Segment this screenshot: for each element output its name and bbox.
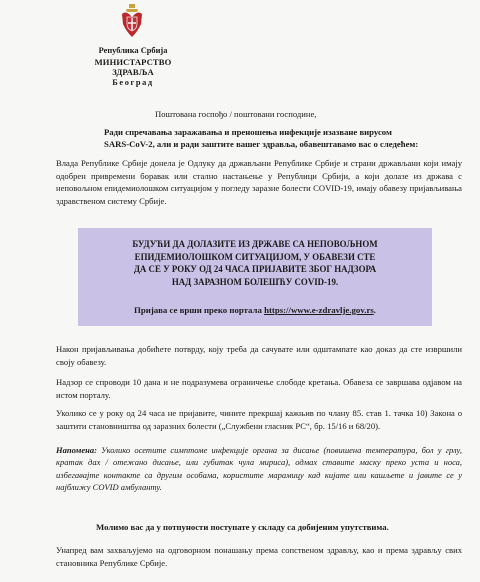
portal-end: . [373,305,376,315]
paragraph-supervision: Надзор се спроводи 10 дана и не подразумева ограничење слободе кретања. Обавеза се завршава одјавом на истом порталу. [56,377,462,400]
notice-line-1: БУДУЋИ ДА ДОЛАЗИТЕ ИЗ ДРЖАВЕ СА НЕПОВОЉНОМ [132,239,378,249]
ministry-name: МИНИСТАРСТВО ЗДРАВЉА [94,56,172,78]
paragraph-decree: Влада Републике Србије донела је Одлуку да држављани Републике Србије и страни држављани који имају одобрен привремени боравак или стално настањење у Републици Србији, а који долазе из држава с неповољном епидемиолошком ситуацијом у погледу заразне болести COVID-19, имају обавезу пријављивања здравственом систему Србије. [56,158,462,206]
serbian-coat-of-arms-icon [121,4,143,38]
closing-text: Унапред вам захваљујемо на одговорном понашању према сопственом здрављу, као и према здрављу свих становника Републике Србије. [56,545,462,568]
intro-line-1: Ради спречавања заражавања и преношења инфекције изазване вирусом [104,127,392,137]
portal-text: Пријава се врши преко портала [134,305,265,315]
greeting: Поштована госпођо / поштовани господине, [155,109,317,119]
notice-line-4: НАД ЗАРАЗНОМ БОЛЕШЋУ COVID-19. [171,276,339,287]
city-name: Београд [112,77,154,87]
notice-box [78,228,432,326]
portal-instruction [78,305,432,315]
notice-line-3: ДА СЕ У РОКУ ОД 24 ЧАСА ПРИЈАВИТЕ ЗБОГ НАДЗОРА [133,264,377,275]
republic-name: Република Србија [98,46,168,55]
intro-heading [104,126,454,150]
paragraph-confirmation: Након пријављивања добићете потврду, коју треба да сачувате или одштампате као доказ да сте извршили своју обавезу. [56,344,462,367]
note-paragraph [56,444,462,494]
note-label: Напомена: [56,445,97,455]
intro-line-2: SARS-CoV-2, али и ради заштите вашег здравља, обавештавамо вас о следећем: [104,139,419,149]
notice-line-2: ЕПИДЕМИОЛОШКОМ СИТУАЦИЈОМ, У ОБАВЕЗИ СТЕ [134,251,376,262]
paragraph-penalty: Уколико се у року од 24 часа не пријавите, чините прекршај кажњив по члану 85. став 1. тачка 10) Закона о заштити становништва од заразних болести („Службени гласник РС“, бр. 15/16 и 68/20). [56,408,462,431]
notice-box-title [78,238,432,288]
plea-text: Молимо вас да у потпуности поступате у складу са добијеним упутствима. [96,522,389,532]
note-text: Уколико осетите симптоме инфекције органа за дисање (повишена температура, бол у грлу, кратак дах / отежано дисање, или губитак чула мириса), одмах ставите маску преко уста и носа, избегавајте контакте са другим особама, користите марамицу кад кијате или кашљете и јавите се у најближу COVID амбуланту. [56,445,462,493]
ministry-letterhead [74,46,192,88]
portal-link[interactable]: https://www.e-zdravlje.gov.rs [264,305,374,315]
